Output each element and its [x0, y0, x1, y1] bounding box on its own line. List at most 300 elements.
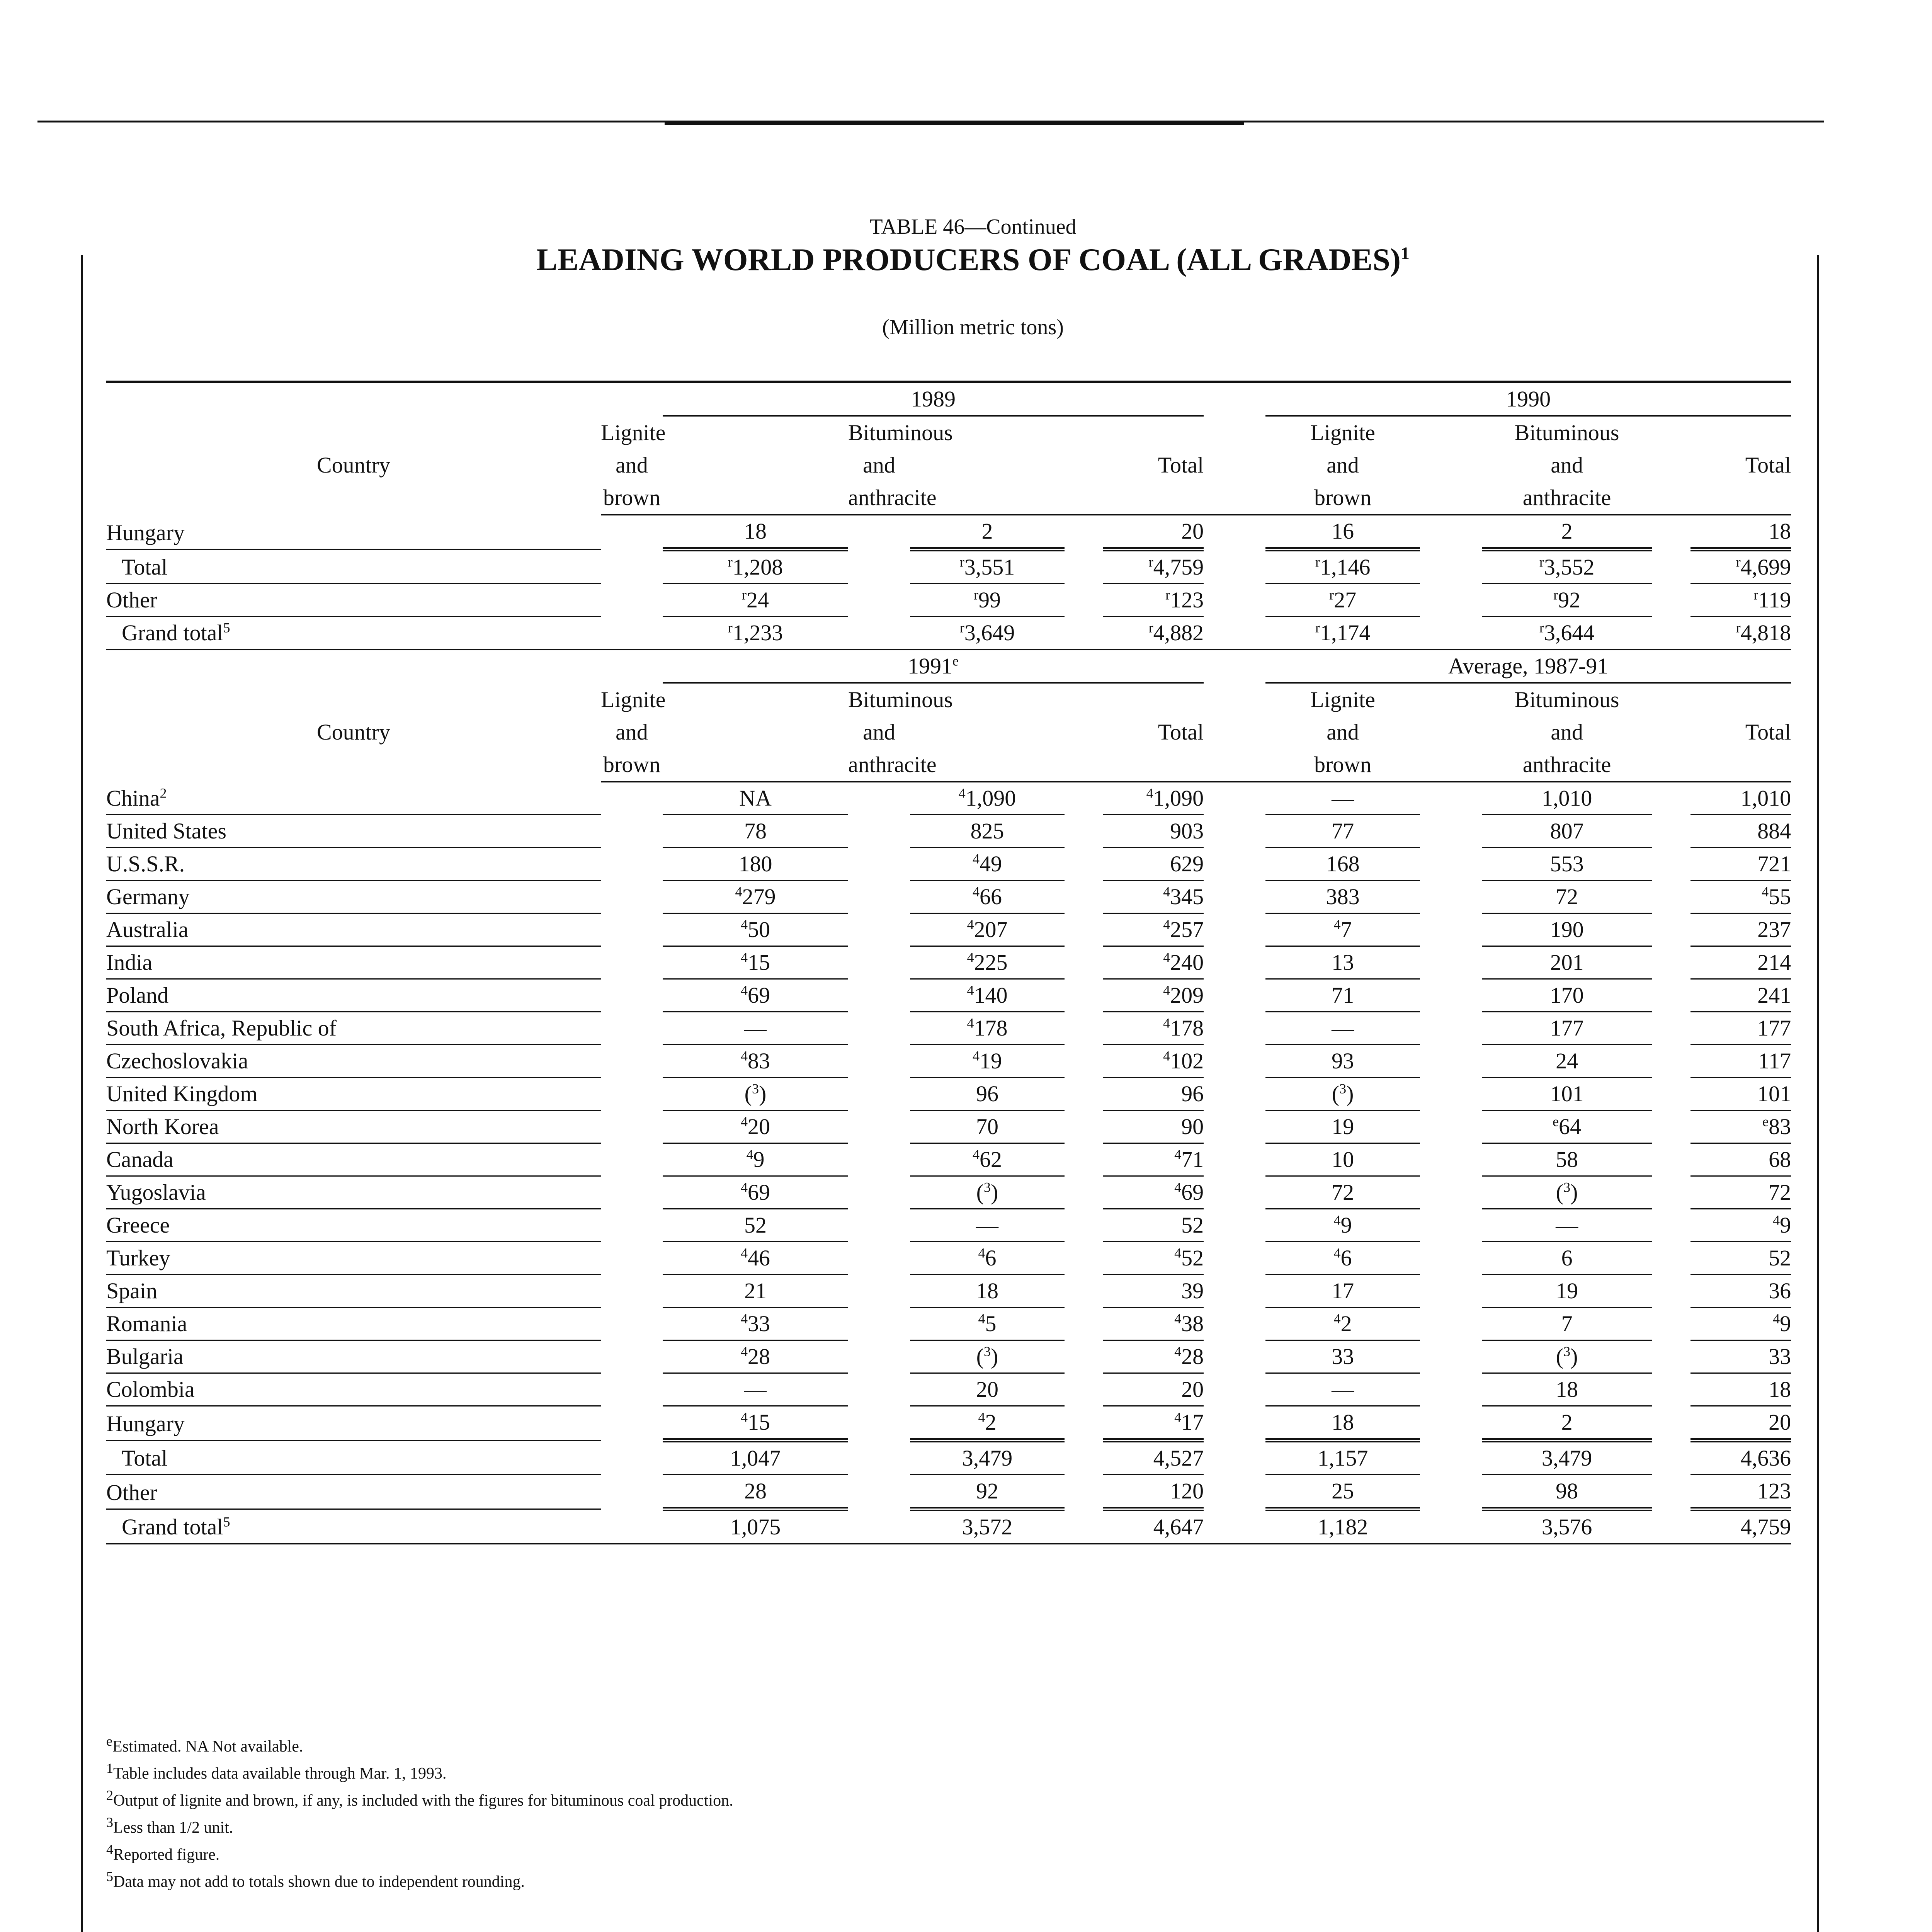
spacer-cell: [601, 881, 663, 913]
value-cell: 20: [1690, 1406, 1791, 1440]
column-header: [1065, 416, 1103, 449]
value-cell: $^4$15: [663, 1406, 848, 1440]
value-cell: 1,157: [1265, 1440, 1420, 1475]
spacer-cell: [848, 584, 910, 617]
table-row: [106, 617, 1791, 650]
spacer-cell: [1204, 1373, 1265, 1406]
spacer-cell: [1420, 881, 1482, 913]
column-header: anthracite: [1482, 748, 1652, 782]
value-cell: 78: [663, 815, 848, 848]
column-header: Lignite: [601, 420, 666, 445]
spacer-cell: [1420, 848, 1482, 881]
top-rule-accent: [665, 121, 1244, 125]
value-note-marker: 4: [1174, 1179, 1182, 1195]
spacer-cell: [1652, 1475, 1690, 1509]
value-note-marker: 4: [1163, 1015, 1170, 1031]
spacer-cell: [848, 1209, 910, 1242]
spacer-cell: [1652, 1373, 1690, 1406]
country-name: Other: [106, 1475, 601, 1509]
spacer-cell: [1065, 617, 1103, 650]
footnote-marker: 3: [106, 1815, 113, 1830]
country-header: Country: [316, 452, 391, 478]
value-cell: 241: [1690, 979, 1791, 1012]
value-cell: $^4$9: [1690, 1209, 1791, 1242]
spacer-cell: [601, 584, 663, 617]
spacer-cell: [1420, 617, 1482, 650]
column-header-row: [106, 416, 1791, 449]
value-cell: 807: [1482, 815, 1652, 848]
value-note-marker: 4: [1163, 982, 1170, 998]
table-row: [106, 815, 1791, 848]
value-cell: 68: [1690, 1143, 1791, 1176]
table-row: [106, 1012, 1791, 1045]
spacer-cell: [1204, 913, 1265, 946]
spacer-cell: [1065, 1308, 1103, 1340]
spacer-cell: [1420, 1340, 1482, 1373]
value-cell: 19: [1265, 1111, 1420, 1143]
value-cell: 33: [1265, 1340, 1420, 1373]
spacer-cell: [601, 1340, 663, 1373]
value-cell: 1,010: [1690, 782, 1791, 815]
value-cell: 3,572: [910, 1509, 1065, 1544]
column-header: [1103, 481, 1204, 515]
value-cell: 13: [1265, 946, 1420, 979]
value-cell: 168: [1265, 848, 1420, 881]
footnote-marker: 5: [223, 620, 230, 636]
column-header-row: [106, 683, 1791, 716]
value-note-marker: r: [1148, 554, 1153, 570]
value-note-marker: r: [959, 620, 964, 636]
column-header: [1652, 449, 1690, 481]
spacer-cell: [1065, 782, 1103, 815]
value-cell: NA: [663, 782, 848, 815]
spacer-cell: [1204, 515, 1265, 549]
value-cell: 1,047: [663, 1440, 848, 1475]
value-cell: $^4$240: [1103, 946, 1204, 979]
spacer-cell: [1065, 1440, 1103, 1475]
spacer-cell: [1652, 549, 1690, 584]
value-cell: 20: [910, 1373, 1065, 1406]
value-cell: $^4$20: [663, 1111, 848, 1143]
country-name: North Korea: [106, 1111, 601, 1143]
spacer-cell: [848, 549, 910, 584]
spacer-cell: [601, 913, 663, 946]
value-cell: 77: [1265, 815, 1420, 848]
column-header: and: [863, 452, 895, 478]
table-row: [106, 549, 1791, 584]
footnote-marker: 5: [223, 1514, 230, 1530]
spacer-cell: [848, 1308, 910, 1340]
country-name: Bulgaria: [106, 1340, 601, 1373]
table-units: (Million metric tons): [882, 315, 1064, 339]
country-name: China$^2$: [106, 782, 601, 815]
column-header: [1103, 748, 1204, 782]
spacer-cell: [1420, 1308, 1482, 1340]
table-row: [106, 1176, 1791, 1209]
value-cell: 237: [1690, 913, 1791, 946]
spacer-cell: [1652, 617, 1690, 650]
country-name: Other: [106, 584, 601, 617]
value-note-marker: e: [1553, 1114, 1559, 1129]
value-cell: 72: [1482, 881, 1652, 913]
spacer-cell: [1204, 584, 1265, 617]
country-name: Hungary: [106, 1406, 601, 1440]
value-cell: 19: [1482, 1275, 1652, 1308]
spacer-cell: [1652, 913, 1690, 946]
column-header: Lignite: [1310, 687, 1375, 712]
column-header: brown: [1265, 748, 1420, 782]
spacer-cell: [1652, 1509, 1690, 1544]
footnote: $^1$Table includes data available through Mar. 1, 1993.: [106, 1760, 447, 1782]
spacer-cell: [601, 1308, 663, 1340]
spacer-cell: [601, 1373, 663, 1406]
value-cell: 190: [1482, 913, 1652, 946]
table-row: [106, 1406, 1791, 1440]
value-cell: —: [1265, 1012, 1420, 1045]
value-cell: —: [910, 1209, 1065, 1242]
table-title-note: 1: [1401, 243, 1410, 263]
value-cell: $^r$4,759: [1103, 549, 1204, 584]
spacer-cell: [1065, 1078, 1103, 1111]
spacer-cell: [1652, 881, 1690, 913]
value-cell: 177: [1482, 1012, 1652, 1045]
spacer-cell: [601, 1012, 663, 1045]
value-cell: —: [663, 1012, 848, 1045]
column-header: [1204, 748, 1265, 782]
spacer-cell: [1652, 815, 1690, 848]
footnote-marker: 2: [106, 1787, 113, 1803]
country-name: Total: [106, 1440, 601, 1475]
value-cell: 72: [1265, 1176, 1420, 1209]
column-header: [663, 449, 848, 481]
value-cell: 177: [1690, 1012, 1791, 1045]
table-title: [0, 242, 1932, 278]
spacer-cell: [848, 1176, 910, 1209]
value-cell: 7: [1482, 1308, 1652, 1340]
value-cell: —: [663, 1373, 848, 1406]
value-cell: $^4$66: [910, 881, 1065, 913]
spacer-cell: [601, 1406, 663, 1440]
value-note-marker: 4: [958, 785, 966, 801]
value-cell: $^4$69: [1103, 1176, 1204, 1209]
value-cell: 4,636: [1690, 1440, 1791, 1475]
value-cell: 52: [1103, 1209, 1204, 1242]
value-cell: $^4$207: [910, 913, 1065, 946]
footnote-marker: 1: [106, 1760, 113, 1776]
country-name: Yugoslavia: [106, 1176, 601, 1209]
column-header: [1652, 481, 1690, 515]
table-row: [106, 584, 1791, 617]
spacer-cell: [848, 1373, 910, 1406]
value-note-marker: 4: [978, 1245, 985, 1261]
spacer-cell: [848, 1275, 910, 1308]
column-header: brown: [1265, 481, 1420, 515]
value-cell: $^4$52: [1103, 1242, 1204, 1275]
value-note-marker: 4: [1174, 1409, 1182, 1425]
column-header: [1420, 449, 1482, 481]
value-cell: 2: [1482, 1406, 1652, 1440]
value-cell: $^4$69: [663, 979, 848, 1012]
value-cell: $^4$83: [663, 1045, 848, 1078]
value-cell: $^4$9: [1690, 1308, 1791, 1340]
value-cell: 90: [1103, 1111, 1204, 1143]
spacer-cell: [1652, 1111, 1690, 1143]
value-cell: 52: [663, 1209, 848, 1242]
value-note-marker: r: [1148, 620, 1153, 636]
footnote: $^3$Less than 1/2 unit.: [106, 1815, 233, 1837]
value-note-marker: 4: [1174, 1344, 1182, 1359]
year-note-marker: e: [952, 653, 959, 669]
spacer-cell: [1420, 1209, 1482, 1242]
value-cell: $^4$6: [910, 1242, 1065, 1275]
value-cell: $^r$1,174: [1265, 617, 1420, 650]
country-name: United States: [106, 815, 601, 848]
column-header: Total: [1745, 719, 1791, 745]
spacer-cell: [848, 815, 910, 848]
value-note-marker: 4: [1773, 1212, 1780, 1228]
value-cell: 825: [910, 815, 1065, 848]
spacer-cell: [601, 1078, 663, 1111]
spacer-cell: [1420, 1045, 1482, 1078]
value-note-marker: r: [1165, 587, 1170, 603]
value-cell: 24: [1482, 1045, 1652, 1078]
value-cell: $^4$38: [1103, 1308, 1204, 1340]
spacer-cell: [848, 515, 910, 549]
table-title-text: LEADING WORLD PRODUCERS OF COAL (ALL GRADES): [536, 242, 1401, 277]
country-name: Canada: [106, 1143, 601, 1176]
spacer-cell: [601, 1475, 663, 1509]
spacer-cell: [1652, 515, 1690, 549]
spacer-cell: [1065, 1509, 1103, 1544]
value-cell: $^4$19: [910, 1045, 1065, 1078]
value-cell: $^4$15: [663, 946, 848, 979]
country-name: India: [106, 946, 601, 979]
spacer-cell: [1065, 946, 1103, 979]
year-header: 1990: [1265, 382, 1791, 416]
value-note-marker: 4: [746, 1146, 753, 1162]
spacer-cell: [848, 881, 910, 913]
footnote-marker: 5: [106, 1869, 113, 1884]
right-margin-line: [1817, 255, 1819, 1932]
table-row: [106, 1440, 1791, 1475]
spacer-cell: [1420, 1242, 1482, 1275]
cell: [1204, 382, 1265, 416]
column-header: [1420, 716, 1482, 748]
value-cell: 383: [1265, 881, 1420, 913]
spacer-cell: [1420, 1176, 1482, 1209]
year-header-row: [106, 650, 1791, 683]
column-header: Bituminous: [1514, 687, 1619, 712]
value-cell: $^4$2: [1265, 1308, 1420, 1340]
column-header: Bituminous: [848, 687, 953, 712]
value-cell: 4,759: [1690, 1509, 1791, 1544]
value-note-marker: r: [742, 587, 747, 603]
spacer-cell: [1204, 1012, 1265, 1045]
spacer-cell: [848, 913, 910, 946]
spacer-cell: [601, 617, 663, 650]
spacer-cell: [1652, 584, 1690, 617]
value-cell: 18: [1265, 1406, 1420, 1440]
value-cell: 18: [1690, 515, 1791, 549]
value-note-marker: 4: [1174, 1311, 1182, 1327]
value-note-marker: r: [959, 554, 964, 570]
spacer-cell: [1652, 1045, 1690, 1078]
value-cell: $^4$71: [1103, 1143, 1204, 1176]
spacer-cell: [1652, 1275, 1690, 1308]
spacer-cell: [1652, 848, 1690, 881]
table-row: [106, 1209, 1791, 1242]
value-note-marker: r: [1539, 554, 1544, 570]
column-header: [1652, 683, 1690, 716]
value-note-marker: 4: [1333, 917, 1341, 932]
spacer-cell: [1065, 1111, 1103, 1143]
value-cell: 71: [1265, 979, 1420, 1012]
table-row: [106, 1078, 1791, 1111]
value-note-marker: r: [1753, 587, 1759, 603]
value-note-marker: 4: [973, 884, 980, 900]
spacer-cell: [1204, 617, 1265, 650]
value-cell: $^r$3,644: [1482, 617, 1652, 650]
year-header: 1991e: [663, 650, 1204, 683]
column-header: [663, 683, 848, 716]
value-cell: 101: [1482, 1078, 1652, 1111]
spacer-cell: [1420, 1509, 1482, 1544]
country-name: Germany: [106, 881, 601, 913]
value-note-marker: 4: [1333, 1212, 1341, 1228]
value-cell: 16: [1265, 515, 1420, 549]
value-note-marker: r: [1736, 554, 1741, 570]
spacer-cell: [1204, 979, 1265, 1012]
value-note-marker: r: [1315, 554, 1320, 570]
spacer-cell: [1420, 1012, 1482, 1045]
value-cell: 20: [1103, 515, 1204, 549]
value-note-marker: 4: [1333, 1311, 1341, 1327]
country-name: Greece: [106, 1209, 601, 1242]
value-cell: 20: [1103, 1373, 1204, 1406]
value-cell: ($^3$): [910, 1176, 1065, 1209]
spacer-cell: [1420, 1143, 1482, 1176]
column-header: [1420, 416, 1482, 449]
spacer-cell: [1065, 1275, 1103, 1308]
column-header: Total: [1158, 719, 1204, 745]
value-cell: 4,527: [1103, 1440, 1204, 1475]
spacer-cell: [1204, 1275, 1265, 1308]
spacer-cell: [601, 979, 663, 1012]
spacer-cell: [601, 1176, 663, 1209]
spacer-cell: [1652, 1308, 1690, 1340]
spacer-cell: [1420, 515, 1482, 549]
table-row: [106, 1045, 1791, 1078]
column-header: [1420, 481, 1482, 515]
column-header: and: [616, 452, 648, 478]
value-cell: $^4$279: [663, 881, 848, 913]
column-header: Total: [1158, 452, 1204, 478]
spacer-cell: [1652, 1242, 1690, 1275]
value-cell: 72: [1690, 1176, 1791, 1209]
left-margin-line: [81, 255, 83, 1932]
value-note-marker: 4: [1163, 949, 1170, 965]
value-cell: 201: [1482, 946, 1652, 979]
column-header: [663, 748, 848, 782]
spacer-cell: [601, 515, 663, 549]
spacer-cell: [1204, 1509, 1265, 1544]
spacer-cell: [1652, 1078, 1690, 1111]
spacer-cell: [1420, 1475, 1482, 1509]
spacer-cell: [1204, 782, 1265, 815]
value-cell: 21: [663, 1275, 848, 1308]
value-cell: $^4$50: [663, 913, 848, 946]
value-note-marker: 3: [984, 1344, 991, 1359]
value-cell: $^4$5: [910, 1308, 1065, 1340]
value-cell: 17: [1265, 1275, 1420, 1308]
spacer-cell: [1652, 1440, 1690, 1475]
table-row: [106, 946, 1791, 979]
column-header: [1204, 481, 1265, 515]
value-cell: ($^3$): [1482, 1340, 1652, 1373]
spacer-cell: [1420, 584, 1482, 617]
value-note-marker: 4: [967, 949, 974, 965]
value-cell: $^r$123: [1103, 584, 1204, 617]
column-header: [1690, 481, 1791, 515]
column-header: and: [1551, 452, 1583, 478]
value-note-marker: 4: [741, 982, 748, 998]
cell: [601, 650, 663, 683]
value-note-marker: e: [1762, 1114, 1769, 1129]
value-cell: $^4$28: [663, 1340, 848, 1373]
value-note-marker: 4: [973, 1048, 980, 1064]
value-note-marker: 4: [973, 851, 980, 867]
spacer-cell: [1065, 1242, 1103, 1275]
value-cell: $^r$24: [663, 584, 848, 617]
value-cell: 721: [1690, 848, 1791, 881]
column-header: Lignite: [601, 687, 666, 712]
footnote: $^2$Output of lignite and brown, if any, is included with the figures for bituminous coal production.: [106, 1787, 733, 1810]
table-row: [106, 1111, 1791, 1143]
value-cell: $^4$1,090: [1103, 782, 1204, 815]
country-name: Czechoslovakia: [106, 1045, 601, 1078]
spacer-cell: [1420, 946, 1482, 979]
spacer-cell: [1420, 815, 1482, 848]
value-cell: —: [1265, 782, 1420, 815]
spacer-cell: [1204, 815, 1265, 848]
year-header: Average, 1987-91: [1265, 650, 1791, 683]
table-row: [106, 1275, 1791, 1308]
value-cell: $^r$92: [1482, 584, 1652, 617]
column-header: [1065, 683, 1103, 716]
value-cell: 117: [1690, 1045, 1791, 1078]
value-cell: $^4$225: [910, 946, 1065, 979]
value-cell: —: [1265, 1373, 1420, 1406]
spacer-cell: [1065, 881, 1103, 913]
spacer-cell: [1652, 1209, 1690, 1242]
spacer-cell: [1420, 1078, 1482, 1111]
value-cell: $^r$3,552: [1482, 549, 1652, 584]
value-cell: $^4$257: [1103, 913, 1204, 946]
spacer-cell: [601, 1209, 663, 1242]
value-cell: 170: [1482, 979, 1652, 1012]
spacer-cell: [1420, 1111, 1482, 1143]
value-cell: 98: [1482, 1475, 1652, 1509]
spacer-cell: [848, 1012, 910, 1045]
country-header: Country: [316, 719, 391, 745]
spacer-cell: [1420, 913, 1482, 946]
spacer-cell: [1420, 782, 1482, 815]
value-cell: 36: [1690, 1275, 1791, 1308]
spacer-cell: [1065, 1373, 1103, 1406]
spacer-cell: [1065, 1143, 1103, 1176]
spacer-cell: [601, 1275, 663, 1308]
spacer-cell: [1420, 1373, 1482, 1406]
